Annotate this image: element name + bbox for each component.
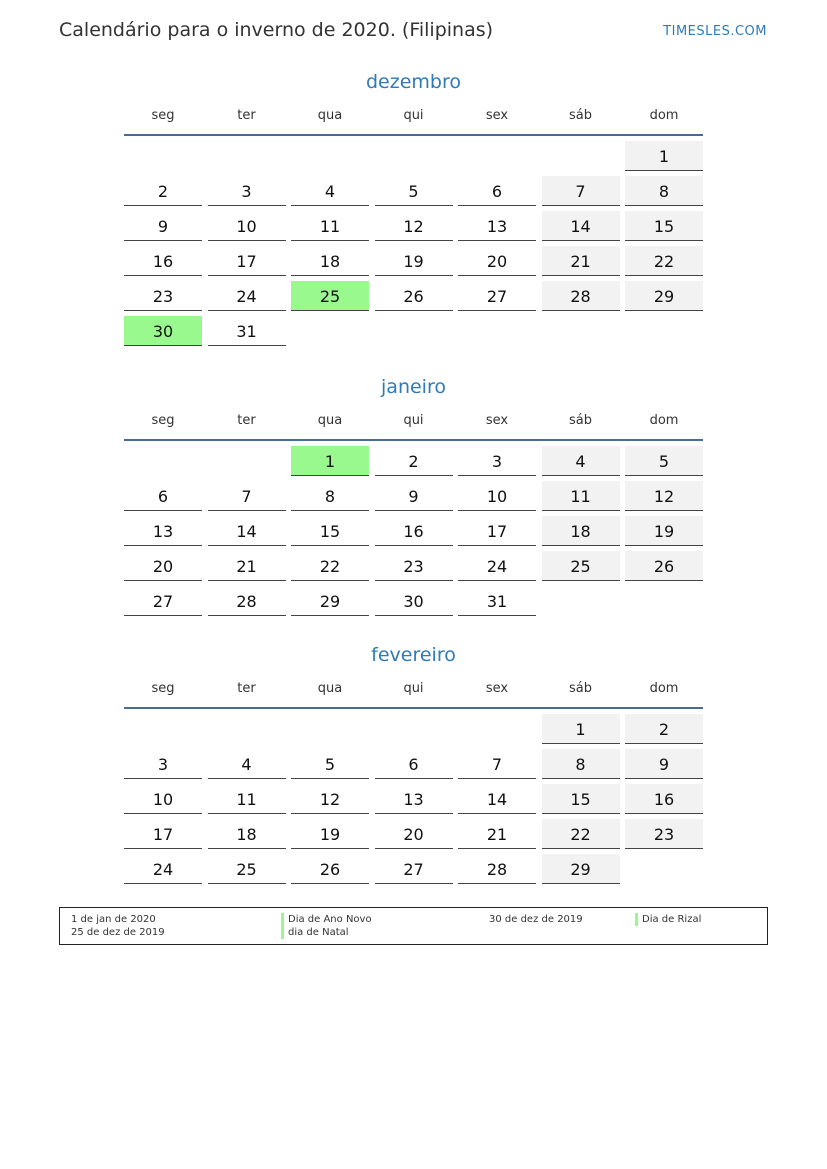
day-cell: 22 bbox=[625, 246, 703, 276]
day-cell: 8 bbox=[291, 481, 369, 511]
day-cell: 20 bbox=[124, 551, 202, 581]
day-cell: 17 bbox=[208, 246, 286, 276]
day-cell: 9 bbox=[124, 211, 202, 241]
weekday-label: sex bbox=[485, 108, 509, 123]
day-cell: 21 bbox=[542, 246, 620, 276]
day-cell: 12 bbox=[291, 784, 369, 814]
day-cell: 11 bbox=[542, 481, 620, 511]
day-cell: 29 bbox=[542, 854, 620, 884]
day-cell: 20 bbox=[458, 246, 536, 276]
day-cell: 23 bbox=[375, 551, 453, 581]
day-cell: 1 bbox=[542, 714, 620, 744]
day-cell: 29 bbox=[291, 586, 369, 616]
day-cell: 6 bbox=[124, 481, 202, 511]
month-block bbox=[124, 373, 703, 616]
legend-date: 30 de dez de 2019 bbox=[489, 914, 583, 925]
day-grid bbox=[124, 446, 703, 616]
day-cell: 25 bbox=[208, 854, 286, 884]
day-cell: 23 bbox=[625, 819, 703, 849]
day-cell: 27 bbox=[124, 586, 202, 616]
weekday-header bbox=[124, 677, 703, 709]
month-title: fevereiro bbox=[371, 644, 456, 666]
day-cell: 5 bbox=[625, 446, 703, 476]
holiday-legend bbox=[59, 907, 768, 945]
day-cell: 24 bbox=[458, 551, 536, 581]
empty-cell bbox=[458, 141, 536, 171]
day-cell: 31 bbox=[208, 316, 286, 346]
legend-dates-right bbox=[489, 913, 583, 926]
weekday-label: sáb bbox=[569, 108, 592, 123]
day-cell: 21 bbox=[208, 551, 286, 581]
day-cell: 1 bbox=[625, 141, 703, 171]
day-cell: 8 bbox=[625, 176, 703, 206]
day-cell: 26 bbox=[291, 854, 369, 884]
day-cell: 4 bbox=[542, 446, 620, 476]
day-cell: 27 bbox=[458, 281, 536, 311]
weekday-label: seg bbox=[151, 413, 175, 428]
weekday-label: seg bbox=[151, 681, 175, 696]
weekday-label: sex bbox=[485, 413, 509, 428]
legend-names-right bbox=[635, 913, 701, 926]
day-cell: 5 bbox=[375, 176, 453, 206]
day-cell: 16 bbox=[124, 246, 202, 276]
day-cell: 13 bbox=[458, 211, 536, 241]
day-cell: 15 bbox=[625, 211, 703, 241]
empty-cell bbox=[458, 714, 536, 744]
empty-cell bbox=[208, 141, 286, 171]
weekday-label: qui bbox=[403, 413, 424, 428]
day-cell: 17 bbox=[458, 516, 536, 546]
day-cell: 19 bbox=[625, 516, 703, 546]
legend-holiday-name: Dia de Ano Novo bbox=[281, 913, 372, 926]
day-cell: 21 bbox=[458, 819, 536, 849]
empty-cell bbox=[208, 714, 286, 744]
month-block bbox=[124, 641, 703, 884]
day-cell: 31 bbox=[458, 586, 536, 616]
holiday-day-cell: 1 bbox=[291, 446, 369, 476]
page-title: Calendário para o inverno de 2020. (Filipinas) bbox=[59, 19, 494, 41]
holiday-day-cell: 25 bbox=[291, 281, 369, 311]
empty-cell bbox=[124, 714, 202, 744]
legend-dates-left bbox=[71, 913, 165, 939]
day-cell: 4 bbox=[208, 749, 286, 779]
day-cell: 3 bbox=[124, 749, 202, 779]
day-cell: 19 bbox=[291, 819, 369, 849]
day-cell: 18 bbox=[291, 246, 369, 276]
weekday-label: qua bbox=[317, 681, 343, 696]
day-cell: 28 bbox=[542, 281, 620, 311]
day-cell: 10 bbox=[208, 211, 286, 241]
day-cell: 3 bbox=[458, 446, 536, 476]
day-cell: 6 bbox=[375, 749, 453, 779]
day-cell: 7 bbox=[542, 176, 620, 206]
day-cell: 13 bbox=[375, 784, 453, 814]
day-grid bbox=[124, 141, 703, 346]
weekday-label: sex bbox=[485, 681, 509, 696]
day-cell: 23 bbox=[124, 281, 202, 311]
day-cell: 2 bbox=[625, 714, 703, 744]
day-cell: 15 bbox=[291, 516, 369, 546]
empty-cell bbox=[375, 714, 453, 744]
weekday-label: dom bbox=[649, 413, 679, 428]
legend-date: 25 de dez de 2019 bbox=[71, 927, 165, 938]
day-cell: 28 bbox=[458, 854, 536, 884]
day-cell: 11 bbox=[291, 211, 369, 241]
weekday-label: qua bbox=[317, 108, 343, 123]
day-cell: 11 bbox=[208, 784, 286, 814]
empty-cell bbox=[291, 714, 369, 744]
day-cell: 14 bbox=[208, 516, 286, 546]
empty-cell bbox=[542, 141, 620, 171]
weekday-header bbox=[124, 104, 703, 136]
legend-holiday-name: Dia de Rizal bbox=[635, 913, 701, 926]
weekday-label: dom bbox=[649, 681, 679, 696]
day-cell: 3 bbox=[208, 176, 286, 206]
weekday-label: dom bbox=[649, 108, 679, 123]
legend-names-left bbox=[281, 913, 372, 939]
day-cell: 22 bbox=[291, 551, 369, 581]
month-title: dezembro bbox=[366, 71, 461, 93]
holiday-day-cell: 30 bbox=[124, 316, 202, 346]
day-cell: 22 bbox=[542, 819, 620, 849]
day-cell: 2 bbox=[375, 446, 453, 476]
day-cell: 18 bbox=[542, 516, 620, 546]
weekday-label: sáb bbox=[569, 681, 592, 696]
weekday-label: seg bbox=[151, 108, 175, 123]
day-cell: 28 bbox=[208, 586, 286, 616]
day-cell: 29 bbox=[625, 281, 703, 311]
day-cell: 8 bbox=[542, 749, 620, 779]
day-cell: 16 bbox=[625, 784, 703, 814]
day-cell: 17 bbox=[124, 819, 202, 849]
empty-cell bbox=[375, 141, 453, 171]
legend-holiday-name: dia de Natal bbox=[281, 926, 372, 939]
weekday-label: ter bbox=[237, 108, 256, 123]
day-cell: 19 bbox=[375, 246, 453, 276]
day-cell: 14 bbox=[458, 784, 536, 814]
day-cell: 18 bbox=[208, 819, 286, 849]
day-cell: 26 bbox=[625, 551, 703, 581]
weekday-label: ter bbox=[237, 681, 256, 696]
day-cell: 20 bbox=[375, 819, 453, 849]
month-title: janeiro bbox=[381, 376, 446, 398]
day-cell: 5 bbox=[291, 749, 369, 779]
day-cell: 9 bbox=[375, 481, 453, 511]
legend-date: 1 de jan de 2020 bbox=[71, 914, 156, 925]
weekday-label: ter bbox=[237, 413, 256, 428]
day-cell: 10 bbox=[124, 784, 202, 814]
day-cell: 27 bbox=[375, 854, 453, 884]
day-cell: 13 bbox=[124, 516, 202, 546]
day-cell: 12 bbox=[625, 481, 703, 511]
weekday-header bbox=[124, 409, 703, 441]
day-cell: 4 bbox=[291, 176, 369, 206]
brand-link[interactable]: TIMESLES.COM bbox=[663, 24, 767, 39]
weekday-label: sáb bbox=[569, 413, 592, 428]
day-cell: 12 bbox=[375, 211, 453, 241]
day-cell: 30 bbox=[375, 586, 453, 616]
empty-cell bbox=[208, 446, 286, 476]
weekday-label: qui bbox=[403, 681, 424, 696]
day-cell: 7 bbox=[208, 481, 286, 511]
weekday-label: qui bbox=[403, 108, 424, 123]
weekday-label: qua bbox=[317, 413, 343, 428]
day-cell: 25 bbox=[542, 551, 620, 581]
day-cell: 2 bbox=[124, 176, 202, 206]
day-cell: 6 bbox=[458, 176, 536, 206]
day-cell: 26 bbox=[375, 281, 453, 311]
day-cell: 7 bbox=[458, 749, 536, 779]
day-cell: 9 bbox=[625, 749, 703, 779]
day-cell: 10 bbox=[458, 481, 536, 511]
day-cell: 24 bbox=[208, 281, 286, 311]
empty-cell bbox=[124, 446, 202, 476]
day-cell: 16 bbox=[375, 516, 453, 546]
day-grid bbox=[124, 714, 703, 884]
month-block bbox=[124, 68, 703, 346]
empty-cell bbox=[291, 141, 369, 171]
day-cell: 14 bbox=[542, 211, 620, 241]
day-cell: 24 bbox=[124, 854, 202, 884]
empty-cell bbox=[124, 141, 202, 171]
day-cell: 15 bbox=[542, 784, 620, 814]
